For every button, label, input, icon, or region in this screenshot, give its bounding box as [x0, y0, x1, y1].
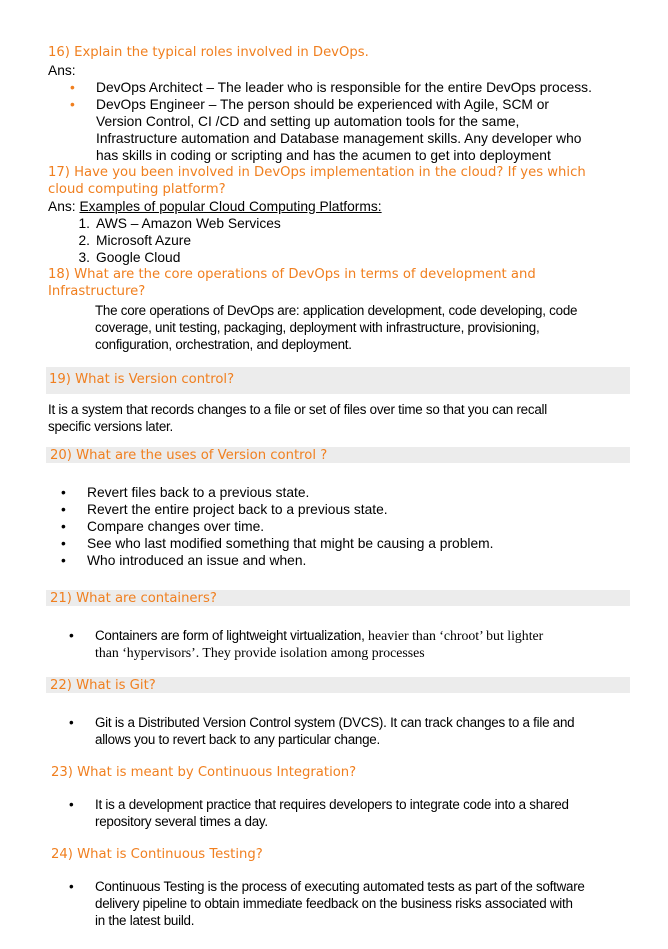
- answer-text: than ‘hypervisors’. They provide isolation among processes: [95, 645, 425, 660]
- q23-list: [95, 796, 569, 830]
- answer-heading-17: Examples of popular Cloud Computing Platforms:: [79, 199, 382, 214]
- list-item: 1. AWS – Amazon Web Services: [78, 216, 281, 231]
- question-18: [48, 266, 536, 300]
- list-item: [96, 96, 592, 164]
- q16-list: [96, 79, 592, 164]
- list-item-text: • DevOps Engineer – The person should be experienced with Agile, SCM or: [96, 97, 549, 112]
- answer-text: heavier than ‘chroot’ but lighter: [364, 628, 544, 643]
- list-item-text: Google Cloud: [96, 250, 181, 265]
- list-item: [87, 501, 493, 518]
- list-item: [95, 714, 574, 748]
- list-item: [87, 535, 493, 552]
- answer-17: [48, 198, 382, 215]
- question-19: 19) What is Version control?: [49, 372, 235, 387]
- answer-label-17: Ans:: [48, 199, 76, 214]
- answer-line: [95, 627, 543, 644]
- q22-list: [95, 714, 574, 748]
- answer-line: • Continuous Testing is the process of executing automated tests as part of the software: [95, 879, 585, 894]
- question-22: 22) What is Git?: [50, 678, 156, 693]
- q17-list: [78, 215, 281, 266]
- list-item: [95, 627, 543, 661]
- list-item-text: Infrastructure automation and Database management skills. Any developer who: [96, 131, 582, 146]
- list-item-text: See who last modified something that might be causing a problem.: [87, 536, 494, 551]
- answer-line: • Git is a Distributed Version Control system (DVCS). It can track changes to a file and: [95, 715, 575, 730]
- list-item: [87, 484, 493, 501]
- list-item: [95, 796, 569, 830]
- question-23: 23) What is meant by Continuous Integration?: [51, 765, 357, 780]
- answer-line: specific versions later.: [48, 419, 173, 434]
- list-item-text: Compare changes over time.: [87, 519, 265, 534]
- answer-18: [95, 302, 577, 353]
- answer-line: It is a system that records changes to a file or set of files over time so that you can recall: [48, 402, 547, 417]
- question-17: [48, 164, 586, 198]
- list-item-text: Who introduced an issue and when.: [87, 553, 307, 568]
- q20-list: [87, 484, 493, 569]
- question-line: cloud computing platform?: [48, 182, 226, 197]
- list-item: [95, 878, 585, 929]
- question-20: 20) What are the uses of Version control ?: [50, 448, 328, 463]
- answer-line: coverage, unit testing, packaging, deployment with infrastructure, provisioning,: [95, 320, 540, 335]
- question-line: Infrastructure?: [48, 284, 146, 299]
- list-item: [96, 79, 592, 96]
- answer-line: allows you to revert back to any particular change.: [95, 732, 380, 747]
- list-item-text: DevOps Architect – The leader who is responsible for the entire DevOps process.: [96, 80, 592, 95]
- question-24: 24) What is Continuous Testing?: [51, 847, 263, 862]
- question-line: 18) What are the core operations of DevOps in terms of development and: [48, 267, 536, 282]
- q24-list: [95, 878, 585, 929]
- answer-label-16: Ans:: [48, 63, 76, 78]
- list-item: [87, 518, 493, 535]
- answer-line: • It is a development practice that requires developers to integrate code into a shared: [95, 797, 569, 812]
- list-item: 3. Google Cloud: [78, 250, 181, 265]
- answer-line: repository several times a day.: [95, 814, 268, 829]
- question-line: 17) Have you been involved in DevOps implementation in the cloud? If yes which: [48, 165, 586, 180]
- list-item-text: Revert the entire project back to a previous state.: [87, 502, 388, 517]
- question-16: 16) Explain the typical roles involved in DevOps.: [48, 45, 369, 60]
- answer-text: Containers are form of lightweight virtualization,: [95, 628, 365, 643]
- list-item-text: Version Control, CI /CD and setting up automation tools for the same,: [96, 114, 520, 129]
- list-item-text: Microsoft Azure: [96, 233, 192, 248]
- answer-line: The core operations of DevOps are: application development, code developing, code: [95, 303, 578, 318]
- answer-line: delivery pipeline to obtain immediate feedback on the business risks associated with: [95, 896, 573, 911]
- answer-line: [95, 644, 543, 661]
- q21-list: [95, 627, 543, 661]
- answer-line: configuration, orchestration, and deployment.: [95, 337, 352, 352]
- question-21: 21) What are containers?: [50, 591, 217, 606]
- list-item: 2. Microsoft Azure: [78, 233, 192, 248]
- list-item-text: has skills in coding or scripting and has the acumen to get into deployment: [96, 148, 551, 163]
- list-item-text: AWS – Amazon Web Services: [96, 216, 281, 231]
- list-item-text: Revert files back to a previous state.: [87, 485, 310, 500]
- list-item: [87, 552, 493, 569]
- answer-19: [48, 401, 547, 435]
- answer-line: in the latest build.: [95, 913, 195, 928]
